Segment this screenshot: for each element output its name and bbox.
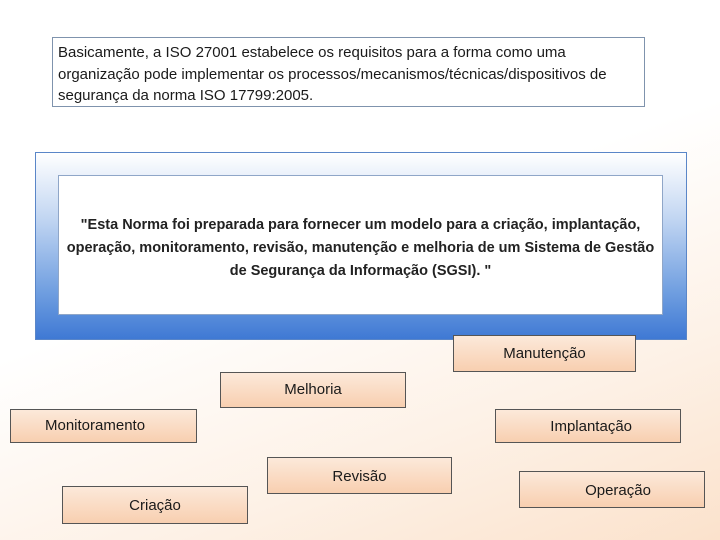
stage-monitoramento: Monitoramento [10, 409, 197, 443]
intro-text: Basicamente, a ISO 27001 estabelece os requisitos para a forma como uma organização pode implementar os processos/mecanismos/técnicas/dispositivos de segurança da norma ISO 17799:2005. [58, 44, 607, 104]
stage-melhoria: Melhoria [220, 372, 406, 408]
stage-revisao: Revisão [267, 457, 452, 494]
stage-implantacao: Implantação [495, 409, 681, 443]
stage-criacao: Criação [62, 486, 248, 524]
quote-text: "Esta Norma foi preparada para fornecer um modelo para a criação, implantação, operação, monitoramento, revisão, manutenção e melhoria de um Sistema de Gestão de Segurança da Informação (SGSI). " [66, 217, 655, 279]
stage-manutencao: Manutenção [453, 335, 636, 372]
stage-operacao: Operação [519, 471, 705, 508]
